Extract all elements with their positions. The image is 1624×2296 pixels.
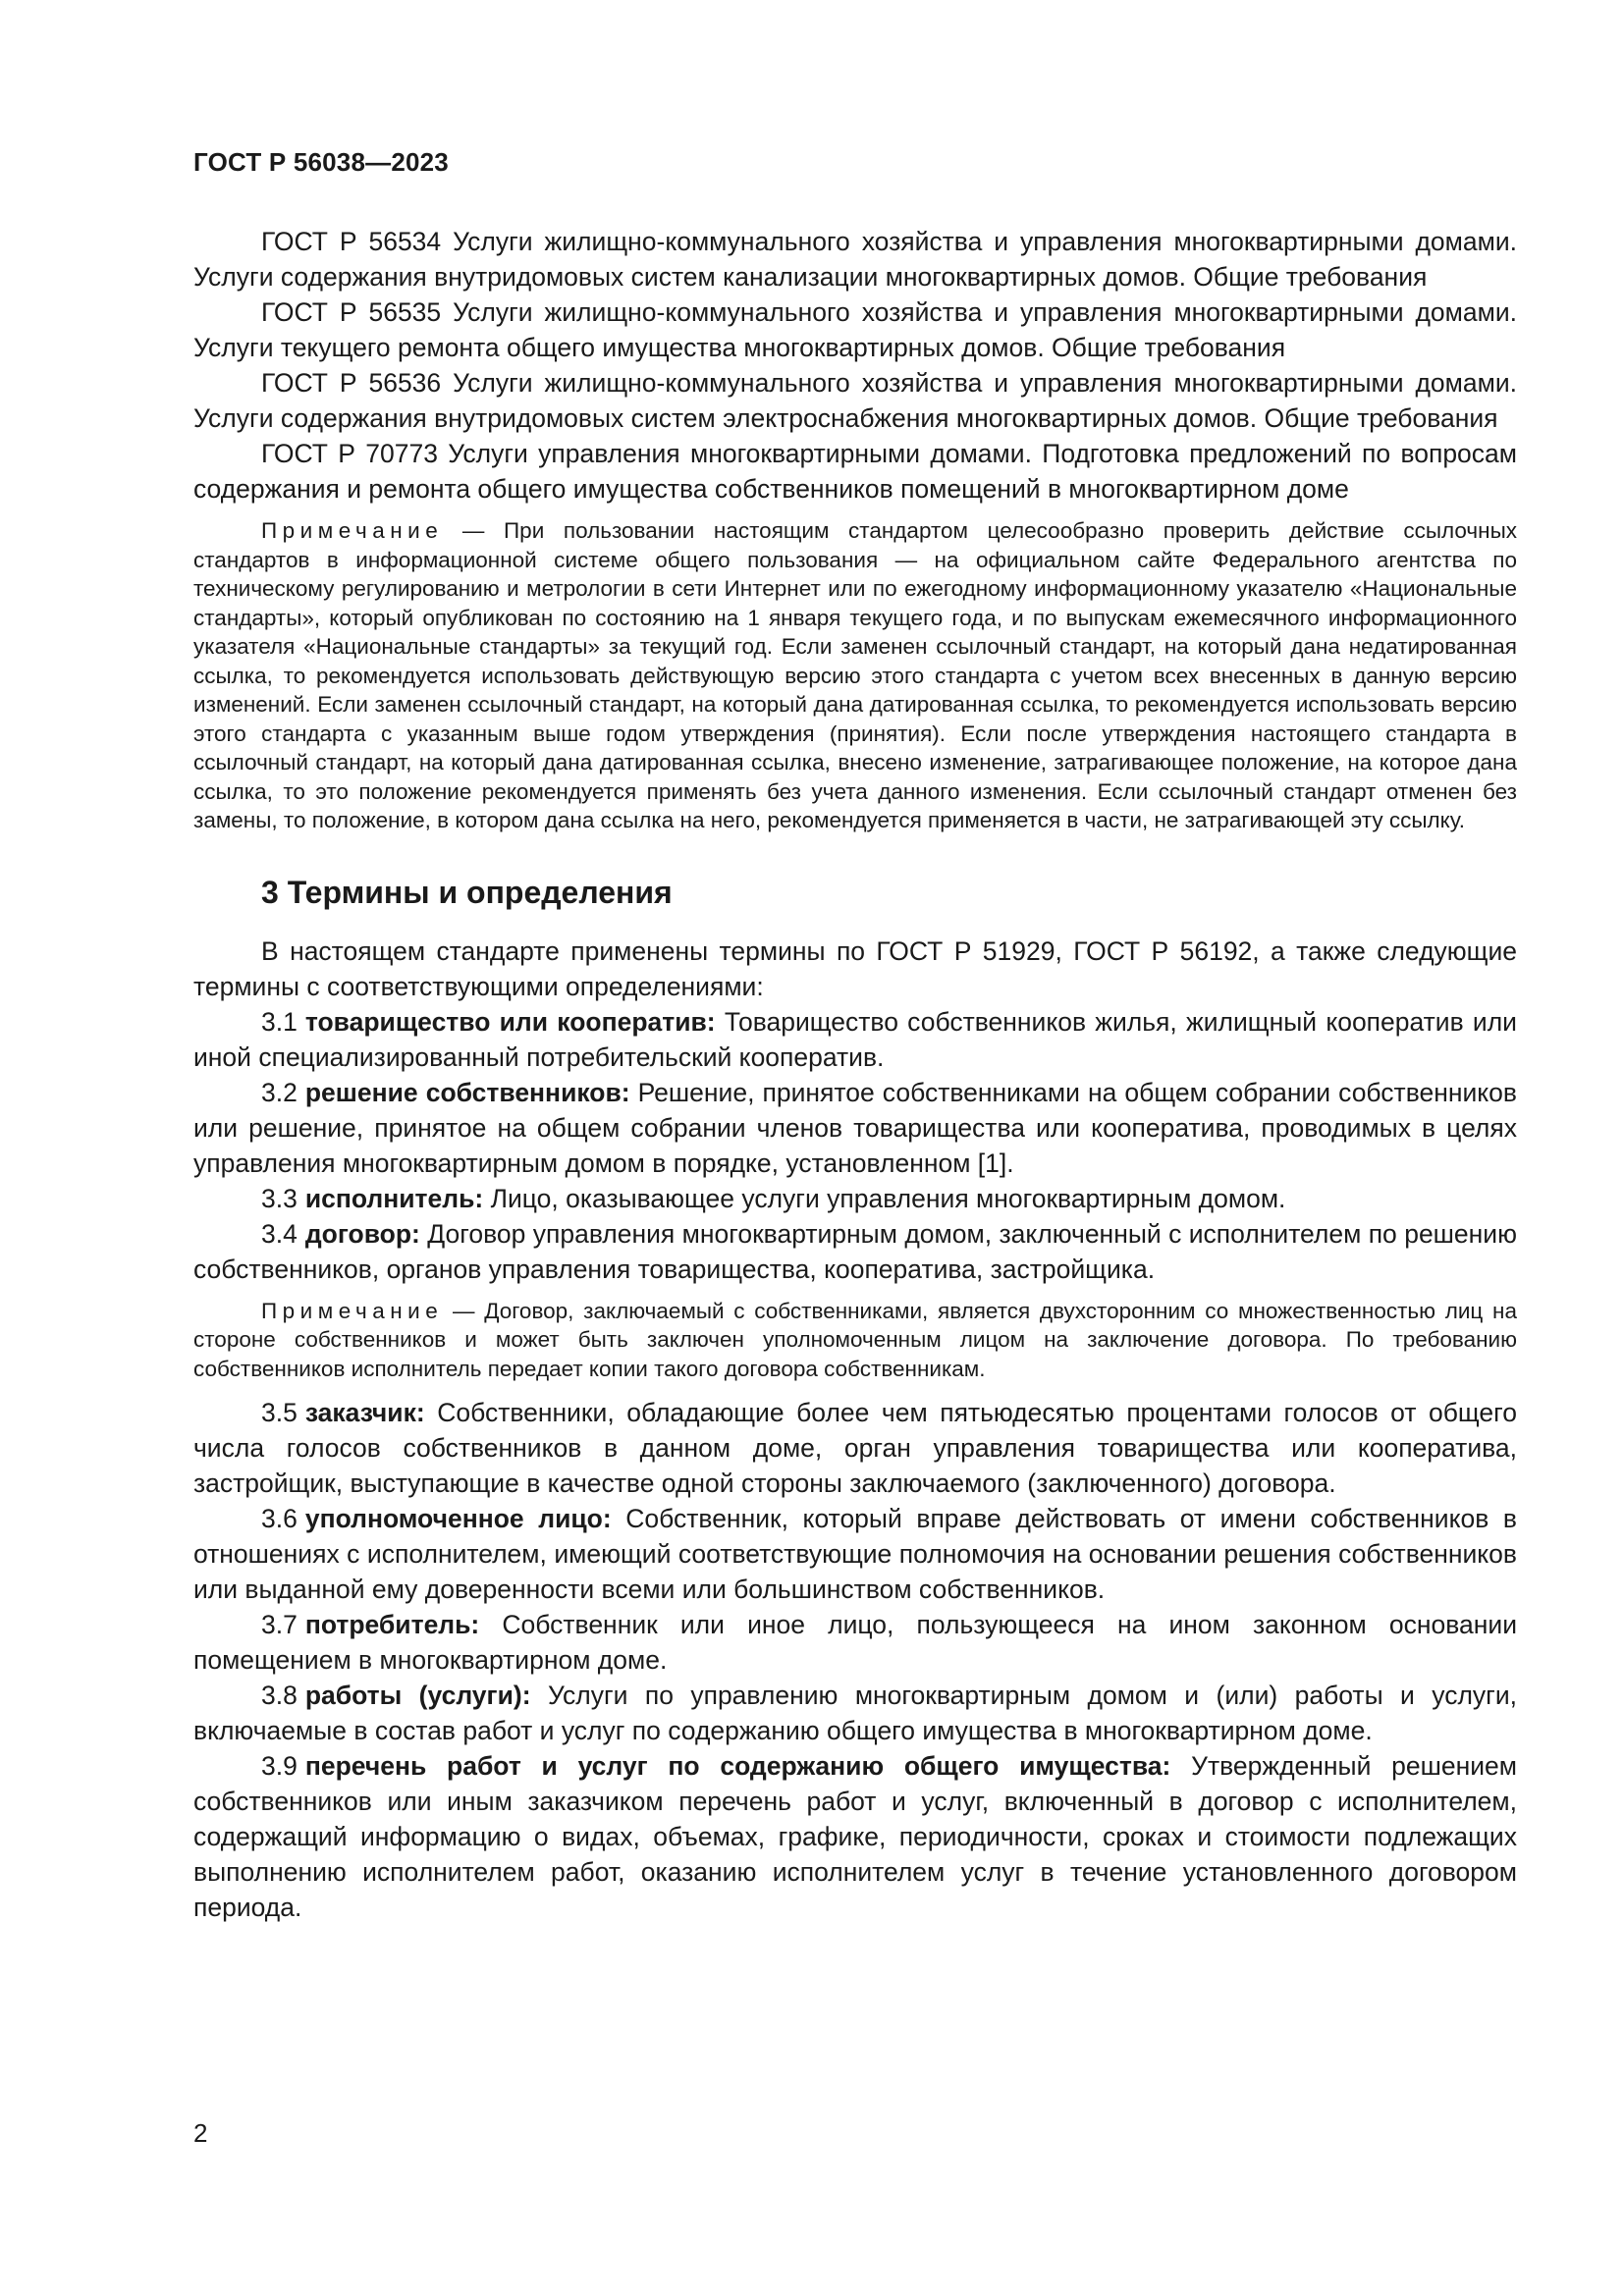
term-name: заказчик: bbox=[304, 1398, 425, 1427]
note-contract bbox=[193, 1297, 1517, 1384]
reference-entry: ГОСТ Р 56536 Услуги жилищно-коммунального хозяйства и управления многоквартирными домами. Услуги содержания внутридомовых систем электроснабжения многоквартирных домов. Общие требования bbox=[193, 368, 1517, 433]
term-name: работы (услуги): bbox=[304, 1681, 531, 1710]
section-title-terms: 3 Термины и определения bbox=[261, 874, 673, 910]
note-referenced-standards bbox=[193, 516, 1517, 835]
term-number: 3.1 bbox=[261, 1006, 298, 1037]
term-number: 3.3 bbox=[261, 1183, 298, 1213]
term-entry-3-5 bbox=[193, 1395, 1517, 1501]
term-number: 3.8 bbox=[261, 1681, 298, 1710]
term-definition: Собственник или иное лицо, пользующееся на ином законном основании помещением в многоквартирном доме. bbox=[193, 1610, 1517, 1675]
term-name: товарищество или кооператив: bbox=[304, 1006, 716, 1037]
page-number: 2 bbox=[193, 2118, 208, 2148]
page-content bbox=[193, 224, 1517, 1925]
term-number: 3.4 bbox=[261, 1218, 298, 1249]
section-intro: В настоящем стандарте применены термины по ГОСТ Р 51929, ГОСТ Р 56192, а также следующие термины с соответствующими определениями: bbox=[193, 935, 1517, 1001]
term-definition: Собственник, который вправе действовать от имени собственников в отношениях с исполнителем, имеющий соответствующие полномочия на основании решения собственников или выданной ему доверенности всеми или большинством собственников. bbox=[193, 1504, 1517, 1604]
note-text: — При пользовании настоящим стандартом целесообразно проверить действие ссылочных стандартов в информационной системе общего пользования — на официальном сайте Федерального агентства по техническому регулированию и метрологии в сети Интернет или по ежегодному информационному указателю «Национальные стандарты», который опубликован по состоянию на 1 января текущего года, и по выпускам ежемесячного информационного указателя «Национальные стандарты» за текущий год. Если заменен ссылочный стандарт, на который дана недатированная ссылка, то рекомендуется использовать действующую версию этого стандарта с учетом всех внесенных в данную версию изменений. Если заменен ссылочный стандарт, на который дана датированная ссылка, то рекомендуется использовать версию этого стандарта с указанным выше годом утверждения (принятия). Если после утверждения настоящего стандарта в ссылочный стандарт, на который дана датированная ссылка, внесено изменение, затрагивающее положение, на которое дана ссылка, то это положение рекомендуется применять без учета данного изменения. Если ссылочный стандарт отменен без замены, то положение, в котором дана ссылка на него, рекомендуется применяется в части, не затрагивающей эту ссылку. bbox=[193, 518, 1517, 832]
term-definition: Решение, принятое собственниками на общем собрании собственников или решение, принятое на общем собрании членов товарищества или кооператива, проводимых в целях управления многоквартирным домом в порядке, установленном [1]. bbox=[193, 1077, 1517, 1178]
note-label: Примечание bbox=[261, 518, 444, 543]
term-name: исполнитель: bbox=[304, 1183, 484, 1213]
term-definition: Лицо, оказывающее услуги управления многоквартирным домом. bbox=[483, 1183, 1286, 1213]
term-name: решение собственников: bbox=[304, 1077, 630, 1107]
term-entry-3-6 bbox=[193, 1501, 1517, 1607]
term-entry-3-7 bbox=[193, 1607, 1517, 1678]
term-number: 3.5 bbox=[261, 1398, 298, 1427]
term-definition: Договор управления многоквартирным домом, заключенный с исполнителем по решению собственников, органов управления товарищества, кооператива, застройщика. bbox=[193, 1218, 1517, 1284]
reference-entry: ГОСТ Р 56534 Услуги жилищно-коммунального хозяйства и управления многоквартирными домами. Услуги содержания внутридомовых систем канализации многоквартирных домов. Общие требования bbox=[193, 227, 1517, 292]
standard-id-header: ГОСТ Р 56038—2023 bbox=[193, 147, 449, 177]
term-number: 3.6 bbox=[261, 1504, 298, 1533]
term-number: 3.9 bbox=[261, 1751, 298, 1781]
term-entry-3-8 bbox=[193, 1678, 1517, 1748]
term-definition: Собственники, обладающие более чем пятьюдесятью процентами голосов от общего числа голосов собственников в данном доме, орган управления товарищества или кооператива, застройщик, выступающие в качестве одной стороны заключаемого (заключенного) договора. bbox=[193, 1398, 1517, 1498]
term-entry-3-1 bbox=[193, 1004, 1517, 1075]
term-number: 3.7 bbox=[261, 1610, 298, 1639]
term-entry-3-9 bbox=[193, 1748, 1517, 1925]
reference-entry: ГОСТ Р 56535 Услуги жилищно-коммунального хозяйства и управления многоквартирными домами. Услуги текущего ремонта общего имущества многоквартирных домов. Общие требования bbox=[193, 297, 1517, 362]
term-name: договор: bbox=[304, 1218, 420, 1249]
term-name: перечень работ и услуг по содержанию общего имущества: bbox=[304, 1751, 1171, 1781]
term-name: уполномоченное лицо: bbox=[304, 1504, 612, 1533]
term-entry-3-4 bbox=[193, 1216, 1517, 1287]
term-number: 3.2 bbox=[261, 1077, 298, 1107]
term-entry-3-3 bbox=[193, 1181, 1517, 1216]
term-entry-3-2 bbox=[193, 1075, 1517, 1181]
note-text: — Договор, заключаемый с собственниками, является двухсторонним со множественностью лиц на стороне собственников и может быть заключен уполномоченным лицом на заключение договора. По требованию собственников исполнитель передает копии такого договора собственникам. bbox=[193, 1298, 1517, 1381]
term-definition: Товарищество собственников жилья, жилищный кооператив или иной специализированный потребительский кооператив. bbox=[193, 1006, 1517, 1072]
reference-entry: ГОСТ Р 70773 Услуги управления многоквартирными домами. Подготовка предложений по вопросам содержания и ремонта общего имущества собственников помещений в многоквартирном доме bbox=[193, 439, 1517, 504]
term-definition: Утвержденный решением собственников или иным заказчиком перечень работ и услуг, включенный в договор с исполнителем, содержащий информацию о видах, объемах, графике, периодичности, сроках и стоимости подлежащих выполнению исполнителем работ, оказанию исполнителем услуг в течение установленного договором периода. bbox=[193, 1751, 1518, 1922]
term-name: потребитель: bbox=[304, 1610, 480, 1639]
term-definition: Услуги по управлению многоквартирным домом и (или) работы и услуги, включаемые в состав работ и услуг по содержанию общего имущества в многоквартирном доме. bbox=[193, 1681, 1517, 1745]
note-label: Примечание bbox=[261, 1298, 444, 1323]
